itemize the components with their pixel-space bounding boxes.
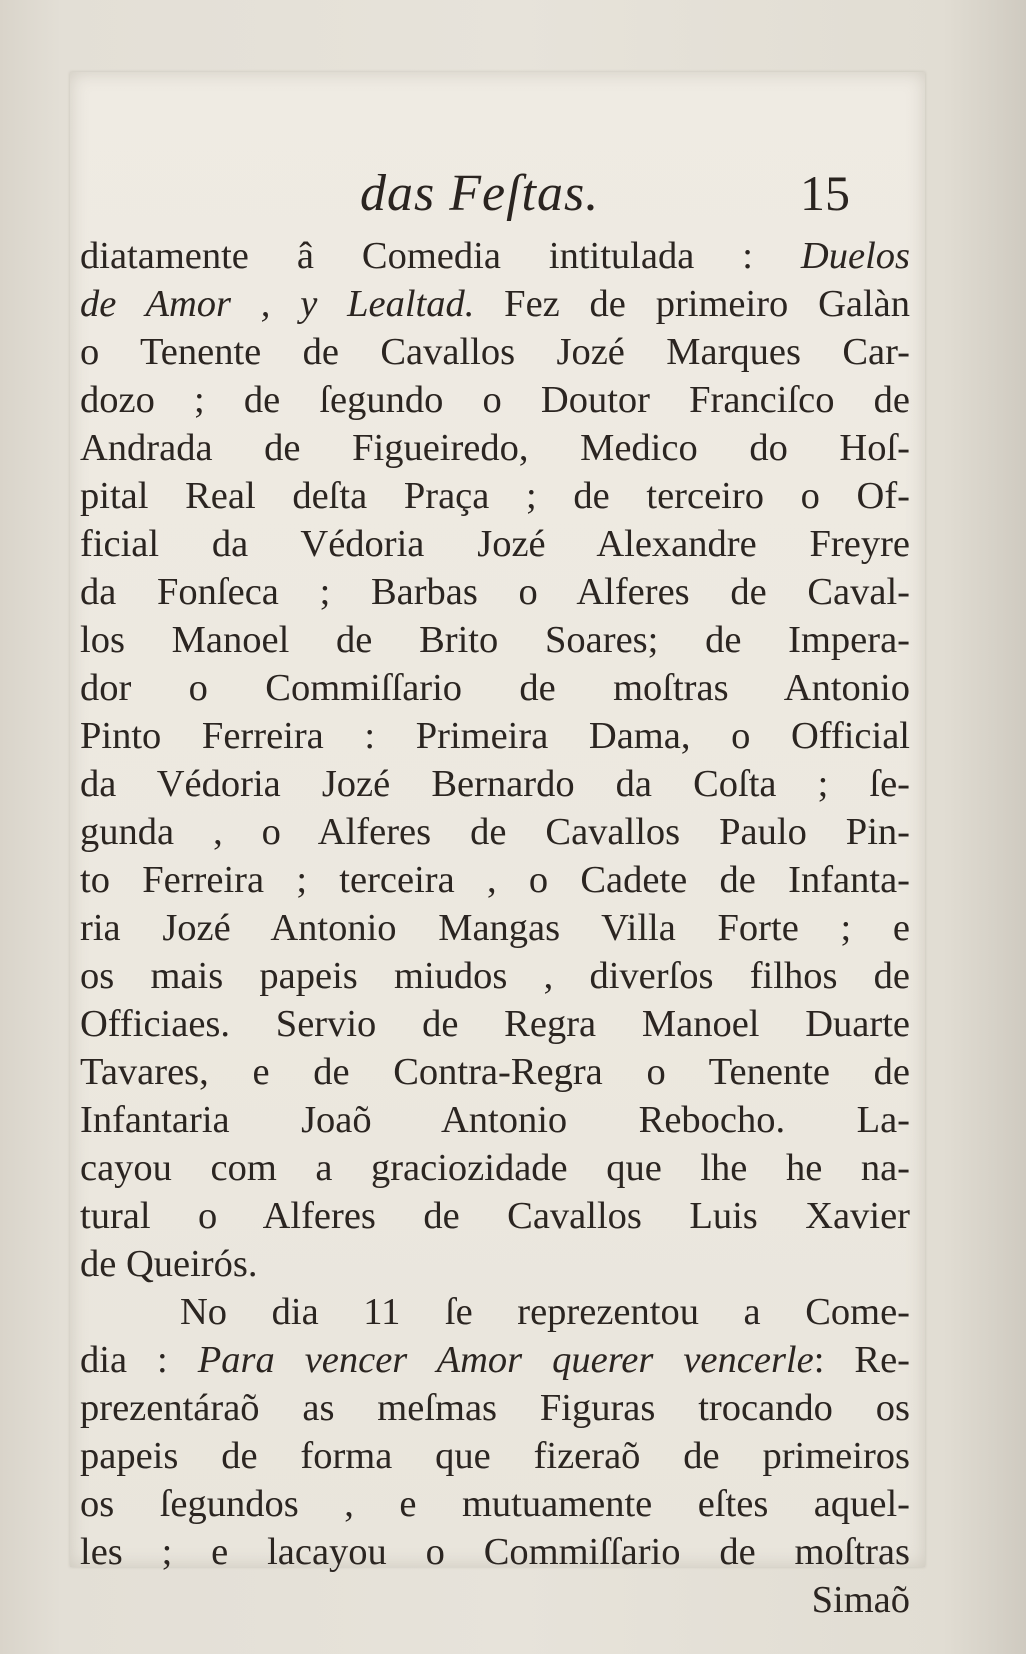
text-line [80, 904, 910, 952]
text-segment: ria Jozé Antonio Mangas Villa Forte ; e [80, 907, 910, 949]
text-line [80, 568, 910, 616]
text-line [80, 1144, 910, 1192]
text-segment: to Ferreira ; terceira , o Cadete de Infanta- [80, 859, 910, 901]
text-segment: pital Real deſta Praça ; de terceiro o Of- [80, 475, 910, 517]
text-line [80, 952, 910, 1000]
text-line [80, 1192, 910, 1240]
italic-text: de Amor , y Lealtad. [80, 283, 475, 325]
text-line [80, 760, 910, 808]
text-segment: Officiaes. Servio de Regra Manoel Duarte [80, 1003, 910, 1045]
text-segment: papeis de forma que fizeraõ de primeiros [80, 1435, 910, 1477]
text-segment: os ſegundos , e mutuamente eſtes aquel- [80, 1483, 910, 1525]
text-segment: dor o Commiſſario de moſtras Antonio [80, 667, 910, 709]
text-line [80, 664, 910, 712]
text-line [80, 1048, 910, 1096]
text-segment: cayou com a graciozidade que lhe he na- [80, 1147, 910, 1189]
text-segment: o Tenente de Cavallos Jozé Marques Car- [80, 331, 910, 373]
text-line [80, 1384, 910, 1432]
text-line [80, 856, 910, 904]
text-segment: Infantaria Joaõ Antonio Rebocho. La- [80, 1099, 910, 1141]
text-segment: Andrada de Figueiredo, Medico do Hoſ- [80, 427, 910, 469]
text-line [80, 1288, 910, 1336]
text-segment: da Fonſeca ; Barbas o Alferes de Caval- [80, 571, 910, 613]
text-line [80, 1528, 910, 1576]
italic-text: Para vencer Amor querer vencerle [197, 1339, 814, 1381]
text-segment: dia : [80, 1339, 198, 1381]
text-segment: Tavares, e de Contra-Regra o Tenente de [80, 1051, 910, 1093]
text-segment: tural o Alferes de Cavallos Luis Xavier [80, 1195, 910, 1237]
text-line [80, 1576, 910, 1624]
text-line [80, 1240, 910, 1288]
text-line [80, 616, 910, 664]
text-line [80, 424, 910, 472]
text-segment: os mais papeis miudos , diverſos filhos de [80, 955, 910, 997]
page-header [70, 164, 925, 234]
text-segment: ficial da Védoria Jozé Alexandre Freyre [80, 523, 910, 565]
text-segment: gunda , o Alferes de Cavallos Paulo Pin- [80, 811, 910, 853]
text-body [80, 232, 910, 1624]
text-segment: dozo ; de ſegundo o Doutor Franciſco de [80, 379, 910, 421]
book-page [70, 72, 925, 1621]
text-segment: de Queirós. [80, 1243, 258, 1285]
text-line [80, 808, 910, 856]
text-line [80, 232, 910, 280]
text-line [80, 712, 910, 760]
text-segment: prezentáraõ as meſmas Figuras trocando os [80, 1387, 910, 1429]
text-line [80, 280, 910, 328]
text-line [80, 328, 910, 376]
text-line [80, 1432, 910, 1480]
page-number: 15 [800, 165, 850, 221]
text-segment: : Re- [813, 1339, 910, 1381]
text-line [80, 472, 910, 520]
text-line [80, 1480, 910, 1528]
text-line [80, 1000, 910, 1048]
running-title: das Feſtas. [360, 165, 600, 222]
text-segment: Pinto Ferreira : Primeira Dama, o Official [80, 715, 910, 757]
text-line [80, 1336, 910, 1384]
text-segment: los Manoel de Brito Soares; de Impera- [80, 619, 910, 661]
text-segment: Simaõ [811, 1579, 910, 1621]
text-segment: da Védoria Jozé Bernardo da Coſta ; ſe- [80, 763, 910, 805]
italic-text: Duelos [800, 235, 910, 277]
text-line [80, 520, 910, 568]
text-segment: Fez de primeiro Galàn [474, 283, 910, 325]
text-segment: les ; e lacayou o Commiſſario de moſtras [80, 1531, 910, 1573]
text-line [80, 1096, 910, 1144]
text-segment: No dia 11 ſe reprezentou a Come- [180, 1291, 910, 1333]
text-segment: diatamente â Comedia intitulada : [80, 235, 801, 277]
text-line [80, 376, 910, 424]
